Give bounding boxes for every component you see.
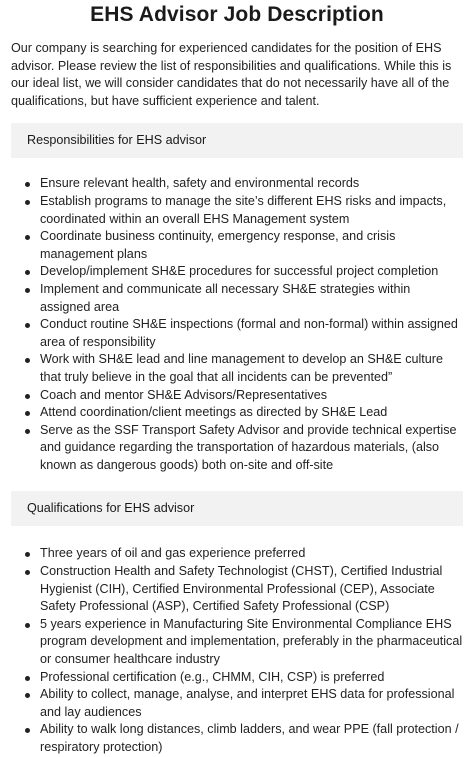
intro-paragraph: Our company is searching for experienced candidates for the position of EHS advisor. Please review the list of responsibilities and qualifications. While this is our ideal list, we will consider candidates that do not necessarily have all of the qualifications, but have sufficient experience and talent. — [11, 41, 452, 108]
list-item: Work with SH&E lead and line management to develop an SH&E culture that truly believe in the goal that all incidents can be prevented” — [11, 351, 463, 386]
responsibilities-list — [11, 175, 463, 474]
list-item: Ensure relevant health, safety and environmental records — [11, 175, 463, 193]
list-item: Attend coordination/client meetings as directed by SH&E Lead — [11, 404, 463, 422]
list-item: Establish programs to manage the site’s different EHS risks and impacts, coordinated within an overall EHS Management system — [11, 193, 463, 228]
page-title: EHS Advisor Job Description — [90, 3, 384, 26]
qualifications-list — [11, 545, 463, 756]
responsibilities-heading: Responsibilities for EHS advisor — [11, 123, 463, 158]
list-item: Ability to collect, manage, analyse, and interpret EHS data for professional and lay audiences — [11, 686, 463, 721]
list-item: Coordinate business continuity, emergency response, and crisis management plans — [11, 228, 463, 263]
list-item: Three years of oil and gas experience preferred — [11, 545, 463, 563]
list-item: Coach and mentor SH&E Advisors/Representatives — [11, 387, 463, 405]
list-item: Ability to walk long distances, climb ladders, and wear PPE (fall protection / respiratory protection) — [11, 721, 463, 756]
qualifications-heading: Qualifications for EHS advisor — [11, 491, 463, 526]
list-item: Implement and communicate all necessary SH&E strategies within assigned area — [11, 281, 463, 316]
list-item: Develop/implement SH&E procedures for successful project completion — [11, 263, 463, 281]
list-item: Construction Health and Safety Technologist (CHST), Certified Industrial Hygienist (CIH), Certified Environmental Professional (CEP), Associate Safety Professional (ASP), Certified Safety Professional (CSP) — [11, 563, 463, 616]
list-item: Serve as the SSF Transport Safety Advisor and provide technical expertise and guidance regarding the transportation of hazardous materials, (also known as dangerous goods) both on-site and off-site — [11, 422, 463, 475]
list-item: Conduct routine SH&E inspections (formal and non-formal) within assigned area of responsibility — [11, 316, 463, 351]
list-item: Professional certification (e.g., CHMM, CIH, CSP) is preferred — [11, 669, 463, 687]
list-item: 5 years experience in Manufacturing Site Environmental Compliance EHS program development and implementation, preferably in the pharmaceutical or consumer healthcare industry — [11, 616, 463, 669]
